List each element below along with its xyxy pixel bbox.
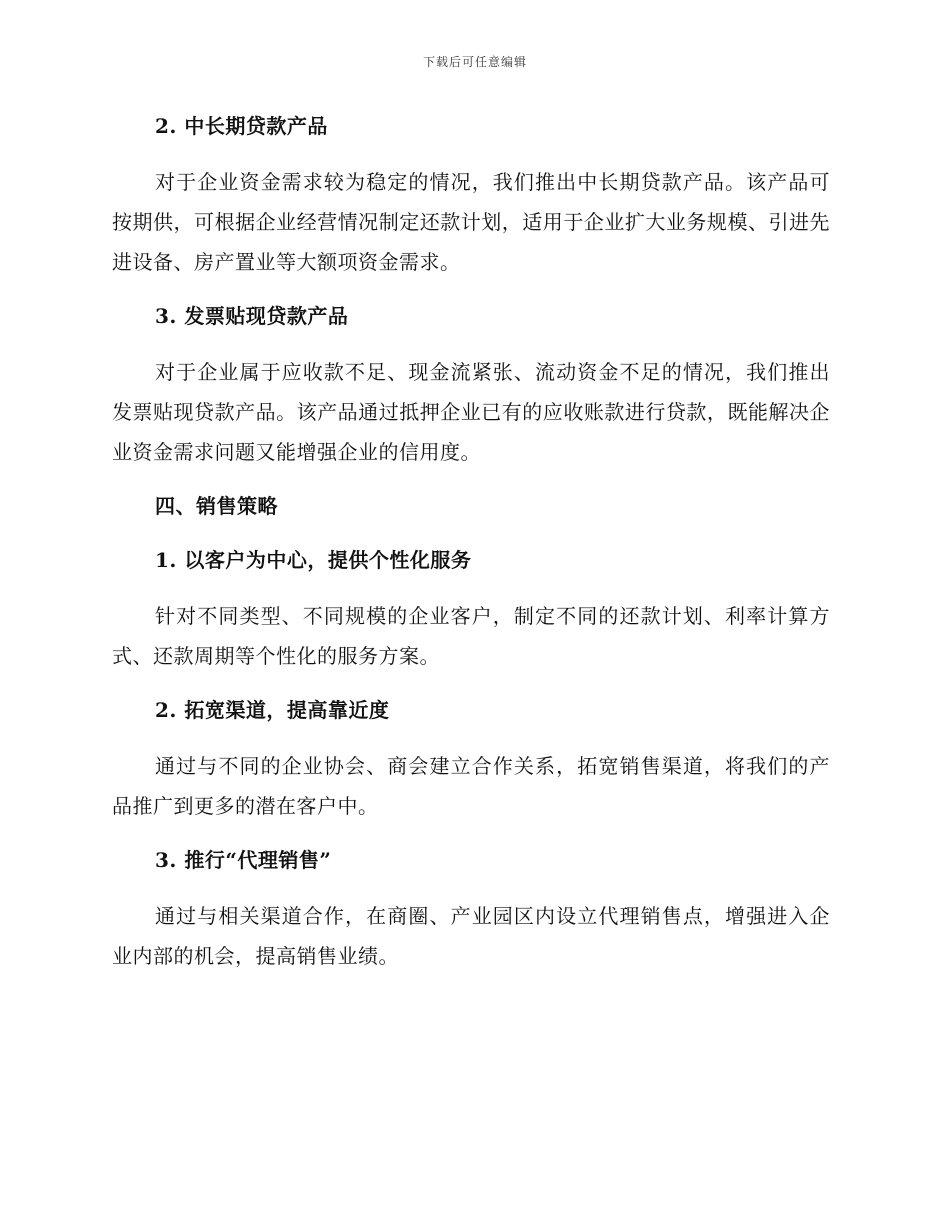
document-body [112, 108, 830, 976]
section-heading-expand-channels: 2. 拓宽渠道，提高靠近度 [155, 698, 390, 722]
paragraph-invoice-discount-loan: 对于企业属于应收款不足、现金流紧张、流动资金不足的情况，我们推出发票贴现贷款产品。该产品通过抵押企业已有的应收账款进行贷款，既能解决企业资金需求问题又能增强企业的信用度。 [112, 360, 830, 464]
section-heading-medium-long-term-loan: 2. 中长期贷款产品 [155, 114, 328, 138]
section-heading-invoice-discount-loan: 3. 发票贴现贷款产品 [155, 304, 349, 328]
chapter-heading-sales-strategy: 四、销售策略 [155, 494, 278, 518]
paragraph-agency-sales: 通过与相关渠道合作，在商圈、产业园区内设立代理销售点，增强进入企业内部的机会，提高销售业绩。 [112, 904, 830, 968]
paragraph-medium-long-term-loan: 对于企业资金需求较为稳定的情况，我们推出中长期贷款产品。该产品可按期供，可根据企业经营情况制定还款计划，适用于企业扩大业务规模、引进先进设备、房产置业等大额项资金需求。 [112, 170, 830, 274]
paragraph-expand-channels: 通过与不同的企业协会、商会建立合作关系，拓宽销售渠道，将我们的产品推广到更多的潜在客户中。 [112, 754, 830, 818]
page-header-note: 下载后可任意编辑 [422, 55, 527, 69]
paragraph-customer-centric: 针对不同类型、不同规模的企业客户，制定不同的还款计划、利率计算方式、还款周期等个性化的服务方案。 [112, 604, 830, 668]
section-heading-customer-centric: 1. 以客户为中心，提供个性化服务 [155, 548, 472, 572]
section-heading-agency-sales: 3. 推行“代理销售” [155, 848, 332, 872]
